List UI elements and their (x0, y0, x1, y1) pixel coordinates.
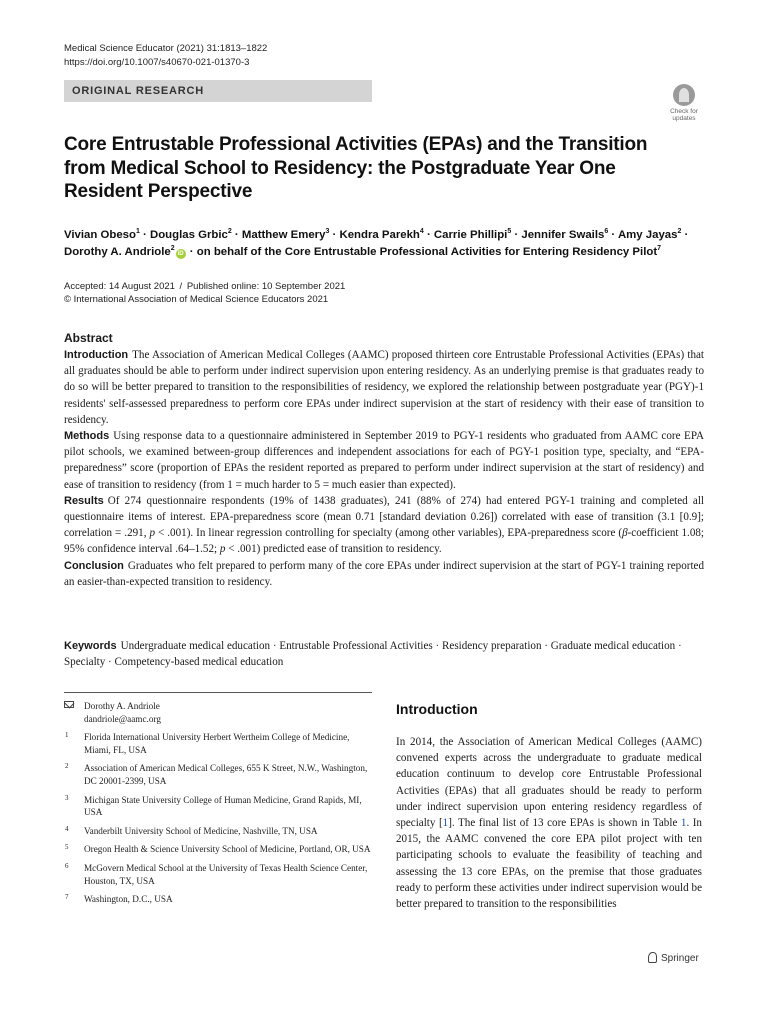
abstract-section (64, 330, 704, 590)
footnote-divider (64, 692, 372, 693)
affiliation: 5 Oregon Health & Science University School of Medicine, Portland, OR, USA (65, 843, 371, 855)
introduction-body: In 2014, the Association of American Medical Colleges (AAMC) convened experts across the undergraduate to graduate medical education continuum to develop core Entrustable Professional Activities (EPAs) that all graduates should be ready to perform under indirect supervision upon entering residency regardless of specialty [1]. The final list of 13 core EPAs is shown in Table 1. In 2015, the AAMC convened the core EPA pilot project with ten participating schools to evaluate the feasibility of teaching and assessing the 13 core EPAs, on the premise that those graduates ready to perform these activities under indirect supervision would be better prepared to transition to the responsibilities (396, 736, 702, 911)
publisher-name: Springer (661, 953, 699, 964)
group-author: on behalf of the Core Entrustable Professional Activities for Entering Residency Pilot$^7$ (196, 244, 662, 258)
affiliation: 6 McGovern Medical School at the University of Texas Health Science Center, Houston, TX, USA (65, 861, 368, 886)
author[interactable]: Carrie Phillipi$^5$ (433, 228, 512, 241)
journal-citation: Medical Science Educator (2021) 31:1813–1822 (64, 43, 268, 54)
keywords (64, 638, 704, 670)
correspondence (64, 700, 374, 725)
correspondence-email[interactable]: dandriole@aamc.org (84, 713, 161, 724)
check-updates-icon (673, 84, 695, 106)
article-type-banner (64, 80, 372, 102)
introduction-heading: Introduction (396, 701, 478, 717)
affiliation: 3 Michigan State University College of Human Medicine, Grand Rapids, MI, USA (65, 793, 362, 818)
envelope-icon (64, 701, 74, 708)
orcid-icon[interactable]: iD (177, 250, 184, 257)
abstract-results: Results Of 274 questionnaire respondents (19% of 1438 graduates), 241 (88% of 274) had entered PGY-1 training and completed all questionnaire items of interest. EPA-preparedness score (mean 0.71 [standard deviation 0.26]) correlated with ease of transition (3.1 [0.9]; correlation = .291, p < .001). In linear regression controlling for specialty (among other variables), EPA-preparedness score (β-coefficient 1.08; 95% confidence interval .64–1.52; p < .001) predicted ease of transition to residency. (64, 494, 705, 556)
doi-link[interactable]: https://doi.org/10.1007/s40670-021-01370-3 (64, 57, 250, 68)
table-link[interactable]: 1 (680, 817, 687, 830)
correspondence-name: Dorothy A. Andriole (84, 701, 160, 711)
published-date: Published online: 10 September 2021 (186, 281, 346, 292)
affiliation: 2 Association of American Medical Colleges, 655 K Street, N.W., Washington, DC 20001-2399, USA (65, 762, 368, 786)
author[interactable]: Douglas Grbic$^2$ (150, 228, 232, 241)
author[interactable]: Kendra Parekh$^4$ (339, 228, 424, 241)
keywords-list: Undergraduate medical education · Entrustable Professional Activities · Residency preparation · Graduate medical education · Specialty · Competency-based medical education (64, 640, 682, 669)
publisher-logo (648, 952, 699, 966)
affiliation: 1 Florida International University Herbert Wertheim College of Medicine, Miami, FL, USA (65, 731, 350, 755)
check-for-updates-badge[interactable] (664, 84, 704, 126)
journal-header (64, 42, 267, 70)
abstract-conclusion: Conclusion Graduates who felt prepared to perform many of the core EPAs under indirect supervision at the start of PGY-1 training reported an easier-than-expected transition to residency. (64, 559, 704, 588)
abstract-methods: Methods Using response data to a questionnaire administered in September 2019 to PGY-1 residents who graduated from AAMC core EPA pilot schools, we examined between-group differences and independent associations for each of PGY-1 position type, specialty, and “EPA-preparedness” score (proportion of EPAs the resident reported as prepared to perform under indirect supervision at the start of residency) and ease of transition to residency (from 1 = much harder to 5 = much easier than expected). (64, 430, 704, 491)
abstract-heading: Abstract (64, 331, 113, 345)
article-title: Core Entrustable Professional Activities (EPAs) and the Transition from Medical School to Residency: the Postgraduate Year One Resident Perspective (64, 134, 648, 202)
article-type-label: ORIGINAL RESEARCH (72, 85, 204, 97)
author[interactable]: Jennifer Swails$^6$ (521, 228, 609, 241)
author[interactable]: Vivian Obeso$^1$ (64, 228, 140, 241)
abstract-introduction: Introduction The Association of American Medical Colleges (AAMC) proposed thirteen core Entrustable Professional Activities (EPAs) that all graduates should be able to perform under indirect supervision upon entering residency. As an underlying premise is that graduates ready to do so will be better prepared to transition to the responsibilities of residency, we explored the relationship between postgraduate year (PGY)-1 residents' self-assessed preparedness to perform core EPAs under indirect supervision at the start of residency with their ease of transition to residency. (64, 349, 704, 426)
springer-horse-icon (648, 952, 657, 963)
author-list: Vivian Obeso$^1$ · Douglas Grbic$^2$ · Matthew Emery$^3$ · Kendra Parekh$^4$ · Carrie Phillipi$^5$ · Jennifer Swails$^6$ · Amy Jayas$^2$ · Dorothy A. Andriole$^2$iD · on behalf of the Core Entrustable Professional Activities for Entering Residency Pilot$^7$ (64, 228, 689, 258)
affiliation: 4 Vanderbilt University School of Medicine, Nashville, TN, USA (65, 824, 318, 836)
author[interactable]: Amy Jayas$^2$ (617, 228, 682, 241)
check-updates-label: Check for updates (670, 108, 698, 122)
publication-dates: Accepted: 14 August 2021 / Published online: 10 September 2021 © International Association of Medical Science Educators 2021 (64, 281, 346, 305)
author[interactable]: Matthew Emery$^3$ (241, 228, 330, 241)
affiliation: 7 Washington, D.C., USA (65, 893, 173, 905)
citation-link[interactable]: 1 (442, 817, 449, 830)
author[interactable]: Dorothy A. Andriole$^2$ (64, 244, 175, 258)
accepted-date: Accepted: 14 August 2021 (64, 281, 175, 292)
copyright-line: © International Association of Medical Science Educators 2021 (64, 294, 329, 305)
keywords-label: Keywords (64, 640, 117, 652)
footnotes (64, 700, 374, 912)
